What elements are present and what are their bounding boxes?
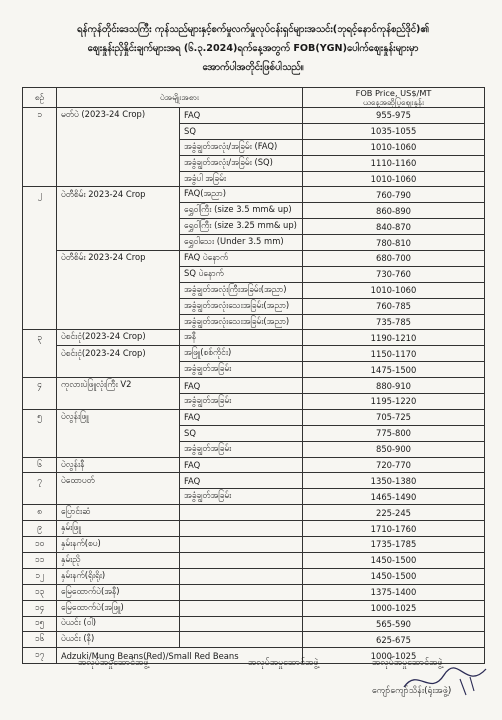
grade-cell — [180, 616, 303, 632]
table-row — [23, 123, 485, 139]
grade-cell: အခွံချွတ်အလုံး/အခြမ်း (FAQ) — [180, 139, 303, 155]
row-number-cell: ၁၆ — [23, 632, 57, 648]
row-number-cell — [23, 203, 57, 219]
row-number-cell: ၁၅ — [23, 616, 57, 632]
table-row — [23, 489, 485, 505]
price-cell: 1450-1500 — [303, 552, 485, 568]
row-number-cell — [23, 298, 57, 314]
row-number-cell: ၁၄ — [23, 600, 57, 616]
row-number-cell — [23, 362, 57, 378]
grade-cell: အခွံချွတ်အလုံးသေးအခြမ်း(အညာ) — [180, 314, 303, 330]
table-row — [23, 378, 485, 394]
table-row — [23, 203, 485, 219]
grade-cell: FAQ ပဲနောက် — [180, 251, 303, 267]
row-number-cell — [23, 171, 57, 187]
grade-cell — [180, 537, 303, 553]
bean-name-cell — [57, 441, 180, 457]
bean-name-cell — [57, 266, 180, 282]
price-cell: 1010-1060 — [303, 282, 485, 298]
grade-cell: အခွံပါ အခြမ်း — [180, 171, 303, 187]
grade-cell — [180, 552, 303, 568]
row-number-cell: ၅ — [23, 409, 57, 425]
bean-name-cell: နှမ်းနက်(စပ) — [57, 537, 180, 553]
grade-cell: SQ ပဲနောက် — [180, 266, 303, 282]
col-no-header: စဉ် — [23, 88, 57, 108]
table-row — [23, 251, 485, 267]
table-row — [23, 394, 485, 410]
price-cell: 565-590 — [303, 616, 485, 632]
header-line-1: ရန်ကုန်တိုင်းဒေသကြီး ကုန်သည်များနှင့်စက်မှုလက်မှုလုပ်ငန်းရှင်များအသင်း(ဘုရင့်နောင်ကုန်စည်ဒိုင်)၏ — [77, 24, 429, 35]
table-row — [23, 314, 485, 330]
table-row — [23, 552, 485, 568]
price-cell: 780-810 — [303, 235, 485, 251]
table-row — [23, 219, 485, 235]
grade-cell: ရွှေဝါသေး (Under 3.5 mm) — [180, 235, 303, 251]
signature-label-3: အလုပ်အမှုဆောင်အဖွဲ့ — [372, 658, 443, 668]
price-cell: 860-890 — [303, 203, 485, 219]
table-row — [23, 266, 485, 282]
price-cell: 1000-1025 — [303, 600, 485, 616]
table-row — [23, 139, 485, 155]
grade-cell: အခွံချွတ်အခြမ်း — [180, 489, 303, 505]
table-row — [23, 584, 485, 600]
row-number-cell — [23, 266, 57, 282]
grade-cell: အခွံချွတ်အလုံးသေးအခြမ်း(အညာ) — [180, 298, 303, 314]
bean-name-cell — [57, 171, 180, 187]
row-number-cell: ၁၇ — [23, 648, 57, 664]
table-row — [23, 330, 485, 346]
price-cell: 1710-1760 — [303, 521, 485, 537]
signature-label-1: အလုပ်အမှုဆောင်အဖွဲ့ — [78, 658, 149, 668]
price-cell: 1195-1220 — [303, 394, 485, 410]
bean-name-cell: နှမ်းနက်(ရိုးရိုး) — [57, 568, 180, 584]
grade-cell: FAQ(အညာ) — [180, 187, 303, 203]
bean-name-cell — [57, 298, 180, 314]
table-row — [23, 568, 485, 584]
grade-cell: အခွံချွတ်အခြမ်း — [180, 441, 303, 457]
grade-cell: အခွံချွတ်အခြမ်း — [180, 394, 303, 410]
table-row — [23, 298, 485, 314]
price-cell: 1010-1060 — [303, 139, 485, 155]
grade-cell: ရွှေဝါကြီး (size 3.25 mm& up) — [180, 219, 303, 235]
price-cell: 760-790 — [303, 187, 485, 203]
table-row — [23, 235, 485, 251]
row-number-cell — [23, 425, 57, 441]
price-cell: 1010-1060 — [303, 171, 485, 187]
row-number-cell — [23, 346, 57, 362]
price-cell: 625-675 — [303, 632, 485, 648]
table-row — [23, 441, 485, 457]
row-number-cell: ၇ — [23, 473, 57, 489]
table-row — [23, 108, 485, 124]
table-row — [23, 155, 485, 171]
table-row — [23, 537, 485, 553]
row-number-cell — [23, 489, 57, 505]
bean-name-cell: နှမ်းဖြူ — [57, 521, 180, 537]
signature-name-3: ကျော်ကျော်သိန်း(ရုံးအဖွဲ့) — [372, 686, 452, 696]
row-number-cell: ၁၀ — [23, 537, 57, 553]
price-cell: 720-770 — [303, 457, 485, 473]
signature-label-2: အလုပ်အမှုဆောင်အဖွဲ့ — [248, 658, 319, 668]
grade-cell — [180, 505, 303, 521]
grade-cell: FAQ — [180, 473, 303, 489]
price-header-line-1: FOB Price, US$/MT — [355, 87, 432, 98]
table-row — [23, 473, 485, 489]
table-row — [23, 600, 485, 616]
table-row — [23, 187, 485, 203]
bean-name-cell: ပဲယင်း (ဝါ) — [57, 616, 180, 632]
row-number-cell: ၈ — [23, 505, 57, 521]
bean-name-cell: ပဲစင်းငုံ(2023-24 Crop) — [57, 330, 180, 346]
table-row — [23, 282, 485, 298]
col-item-header: ပဲအမျိုးအစား — [57, 88, 303, 108]
bean-name-cell: ပဲတီစိမ်း 2023-24 Crop — [57, 251, 180, 267]
bean-name-cell: Adzuki/Mung Beans(Red)/Small Red Beans — [57, 648, 303, 664]
bean-name-cell: ပဲလွန်းဖြူ — [57, 409, 180, 425]
grade-cell — [180, 568, 303, 584]
price-table — [22, 87, 485, 664]
bean-name-cell: ပဲထောပတ် — [57, 473, 180, 489]
bean-name-cell — [57, 139, 180, 155]
price-cell: 880-910 — [303, 378, 485, 394]
price-cell: 735-785 — [303, 314, 485, 330]
row-number-cell — [23, 394, 57, 410]
bean-name-cell — [57, 425, 180, 441]
price-cell: 850-900 — [303, 441, 485, 457]
bean-name-cell — [57, 362, 180, 378]
table-row — [23, 425, 485, 441]
bean-name-cell: ပဲလွန်းနီ — [57, 457, 180, 473]
grade-cell: အခွံချွတ်အလုံးကြီးအခြမ်း(အညာ) — [180, 282, 303, 298]
table-row — [23, 362, 485, 378]
bean-name-cell — [57, 235, 180, 251]
grade-cell: အခွံချွတ်အလုံး/အခြမ်း (SQ) — [180, 155, 303, 171]
grade-cell: FAQ — [180, 457, 303, 473]
price-cell: 1190-1210 — [303, 330, 485, 346]
row-number-cell: ၉ — [23, 521, 57, 537]
header-line-2: စျေးနှုန်းညှိနှိုင်းချက်များအရ (၆.၃.2024)ရက်နေ့အတွက် FOB(YGN)ပေါက်စျေးနှုန်းများမှာ — [87, 43, 419, 54]
bean-name-cell — [57, 219, 180, 235]
row-number-cell: ၄ — [23, 378, 57, 394]
table-header-row — [23, 88, 485, 108]
grade-cell — [180, 600, 303, 616]
grade-cell: အဖြူ(စစ်ကိုင်း) — [180, 346, 303, 362]
col-price-header — [303, 88, 485, 108]
table-row — [23, 409, 485, 425]
price-cell: 1350-1380 — [303, 473, 485, 489]
grade-cell — [180, 632, 303, 648]
price-cell: 1375-1400 — [303, 584, 485, 600]
row-number-cell: ၆ — [23, 457, 57, 473]
row-number-cell — [23, 139, 57, 155]
price-cell: 840-870 — [303, 219, 485, 235]
bean-name-cell: ပဲတီစိမ်း 2023-24 Crop — [57, 187, 180, 203]
bean-name-cell: ပြောင်းဆံ — [57, 505, 180, 521]
bean-name-cell — [57, 314, 180, 330]
bean-name-cell: နှမ်းညို — [57, 552, 180, 568]
table-row — [23, 171, 485, 187]
price-cell: 1475-1500 — [303, 362, 485, 378]
table-row — [23, 457, 485, 473]
bean-name-cell — [57, 123, 180, 139]
grade-cell — [180, 584, 303, 600]
bean-name-cell — [57, 282, 180, 298]
bean-name-cell — [57, 203, 180, 219]
grade-cell: SQ — [180, 425, 303, 441]
price-cell: 705-725 — [303, 409, 485, 425]
table-row — [23, 616, 485, 632]
grade-cell: SQ — [180, 123, 303, 139]
table-row — [23, 632, 485, 648]
bean-name-cell: ပဲစင်းငုံ(2023-24 Crop) — [57, 346, 180, 362]
bean-name-cell: ပဲယင်း (နီ) — [57, 632, 180, 648]
price-cell: 730-760 — [303, 266, 485, 282]
grade-cell: FAQ — [180, 378, 303, 394]
row-number-cell: ၃ — [23, 330, 57, 346]
row-number-cell — [23, 235, 57, 251]
row-number-cell — [23, 123, 57, 139]
bean-name-cell — [57, 489, 180, 505]
price-cell: 1735-1785 — [303, 537, 485, 553]
price-cell: 775-800 — [303, 425, 485, 441]
price-cell: 955-975 — [303, 108, 485, 124]
bean-name-cell — [57, 394, 180, 410]
row-number-cell — [23, 441, 57, 457]
price-cell: 1110-1160 — [303, 155, 485, 171]
price-cell: 680-700 — [303, 251, 485, 267]
table-row — [23, 346, 485, 362]
row-number-cell: ၁၂ — [23, 568, 57, 584]
signature-footer — [0, 655, 502, 715]
price-cell: 225-245 — [303, 505, 485, 521]
price-cell: 1465-1490 — [303, 489, 485, 505]
row-number-cell — [23, 219, 57, 235]
document-header — [18, 20, 488, 77]
price-cell: 1035-1055 — [303, 123, 485, 139]
bean-name-cell: ကုလားပဲဖြူလုံးကြီး V2 — [57, 378, 180, 394]
row-number-cell: ၁၁ — [23, 552, 57, 568]
header-line-3: အောက်ပါအတိုင်းဖြစ်ပါသည်။ — [202, 62, 304, 73]
price-cell: 760-785 — [303, 298, 485, 314]
row-number-cell: ၂ — [23, 187, 57, 203]
row-number-cell: ၁ — [23, 108, 57, 124]
grade-cell: ရွှေဝါကြီး (size 3.5 mm& up) — [180, 203, 303, 219]
grade-cell: FAQ — [180, 409, 303, 425]
row-number-cell — [23, 282, 57, 298]
grade-cell: အခွံချွတ်အခြမ်း — [180, 362, 303, 378]
grade-cell: FAQ — [180, 108, 303, 124]
bean-name-cell: မတ်ပဲ (2023-24 Crop) — [57, 108, 180, 124]
price-cell: 1150-1170 — [303, 346, 485, 362]
table-row — [23, 505, 485, 521]
row-number-cell — [23, 251, 57, 267]
price-cell: 1450-1500 — [303, 568, 485, 584]
table-body — [23, 108, 485, 664]
bean-name-cell: မြေထောက်ပဲ(အဖြူ) — [57, 600, 180, 616]
bean-name-cell — [57, 155, 180, 171]
price-header-line-2: ယနေ့အဆိုပြုစျေးနှုန်း — [362, 96, 425, 107]
grade-cell: အနီ — [180, 330, 303, 346]
price-cell: 1000-1025 — [303, 648, 485, 664]
row-number-cell — [23, 155, 57, 171]
row-number-cell: ၁၃ — [23, 584, 57, 600]
bean-name-cell: မြေထောက်ပဲ(အနီ) — [57, 584, 180, 600]
table-row — [23, 521, 485, 537]
grade-cell — [180, 521, 303, 537]
row-number-cell — [23, 314, 57, 330]
